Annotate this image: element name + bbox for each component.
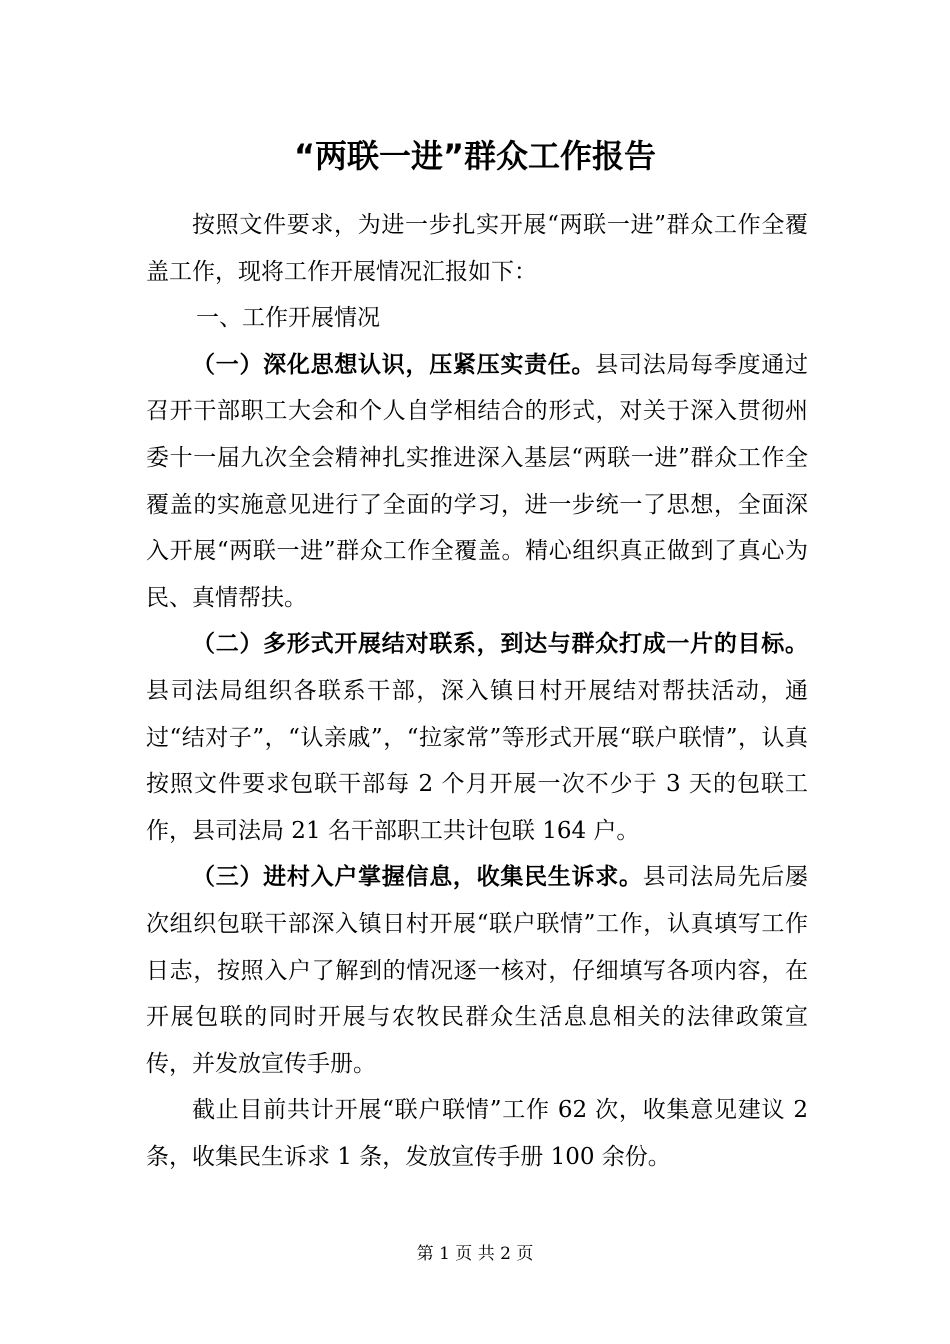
item-lead: （二）多形式开展结对联系，到达与群众打成一片的目标。 xyxy=(192,631,808,658)
item-text: 县司法局组织各联系干部，深入镇日村开展结对帮扶活动，通过“结对子”，“认亲戚”，“拉家常”等形式开展“联户联情”，认真按照文件要求包联干部每 2 个月开展一次不少于 3 天的包联工作，县司法局 21 名干部职工共计包联 164 户。 xyxy=(146,677,808,844)
item-paragraph-3 xyxy=(146,854,808,1087)
item-text: 县司法局每季度通过召开干部职工大会和个人自学相结合的形式，对关于深入贯彻州委十一届九次全会精神扎实推进深入基层“两联一进”群众工作全覆盖的实施意见进行了全面的学习，进一步统一了思想，全面深入开展“两联一进”群众工作全覆盖。精心组织真正做到了真心为民、真情帮扶。 xyxy=(146,351,809,611)
item-paragraph-2 xyxy=(146,621,808,854)
item-text: 县司法局先后屡次组织包联干部深入镇日村开展“联户联情”工作，认真填写工作日志，按照入户了解到的情况逐一核对，仔细填写各项内容，在开展包联的同时开展与农牧民群众生活息息相关的法律政策宣传，并发放宣传手册。 xyxy=(146,864,809,1077)
document-body xyxy=(146,202,808,1180)
summary-paragraph: 截止目前共计开展“联户联情”工作 62 次，收集意见建议 2 条，收集民生诉求 1 条，发放宣传手册 100 余份。 xyxy=(146,1097,808,1170)
document-title: “两联一进”群众工作报告 xyxy=(293,137,657,175)
item-lead: （三）进村入户掌握信息，收集民生诉求。 xyxy=(192,864,643,891)
item-lead: （一）深化思想认识，压紧压实责任。 xyxy=(192,351,596,378)
section-heading: 一、工作开展情况 xyxy=(196,305,380,332)
intro-paragraph: 按照文件要求，为进一步扎实开展“两联一进”群众工作全覆盖工作，现将工作开展情况汇报如下： xyxy=(146,212,808,285)
page-number: 第 1 页 共 2 页 xyxy=(416,1244,534,1264)
item-paragraph-1 xyxy=(146,342,808,622)
